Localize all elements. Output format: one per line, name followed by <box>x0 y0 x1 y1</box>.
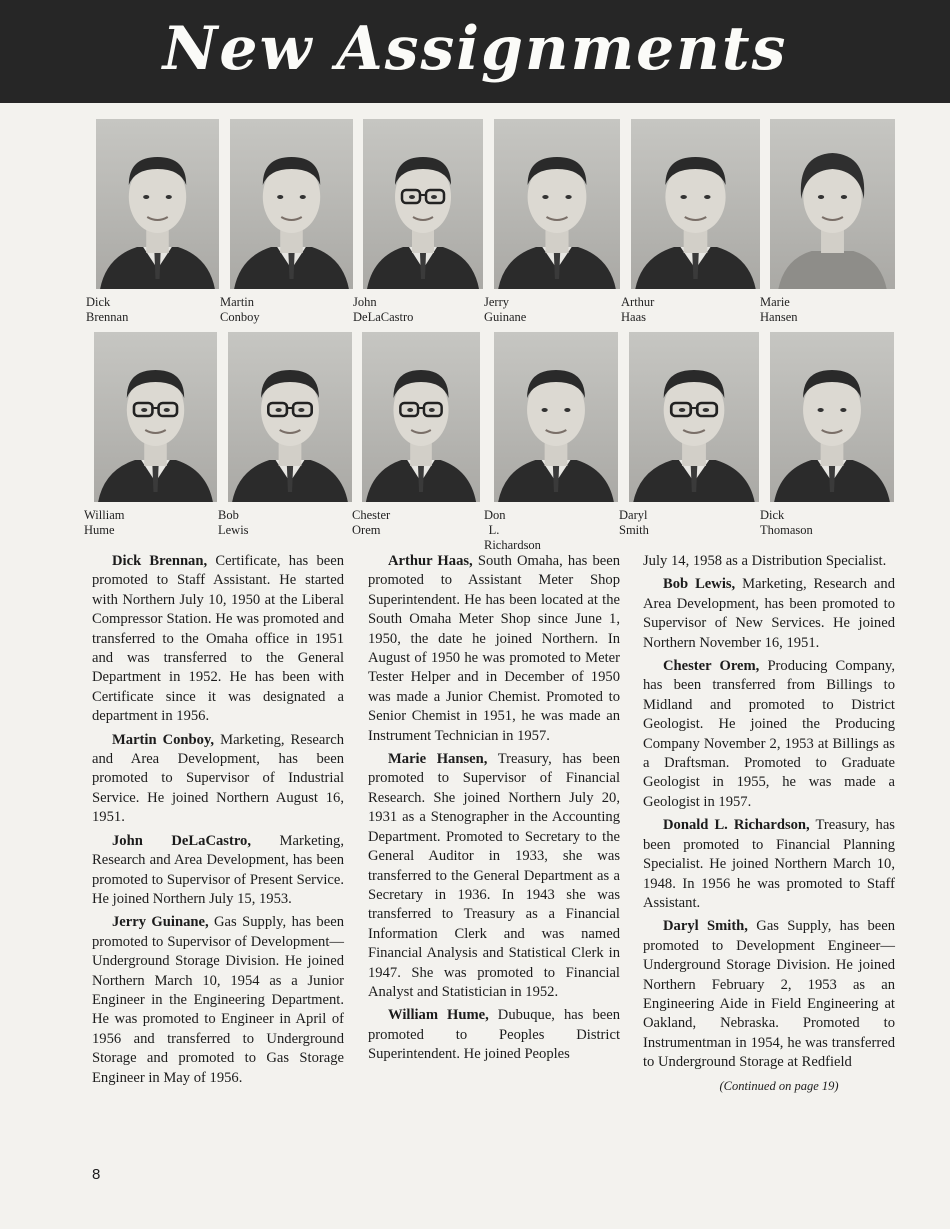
portrait-photo <box>494 332 618 502</box>
person-caption: Marie Hansen <box>760 295 798 324</box>
portrait-photo <box>94 332 217 502</box>
article-name: Daryl Smith, <box>663 918 748 935</box>
portrait-photo <box>494 119 620 289</box>
continued-note: (Continued on page 19) <box>719 1078 839 1093</box>
portrait-man-icon <box>494 332 618 502</box>
header-banner <box>0 0 950 103</box>
article-richardson <box>643 816 895 913</box>
person-caption: Don L. Richardson <box>484 508 541 552</box>
article-hansen <box>368 750 620 1002</box>
article-text: South Omaha, has been promoted to Assistant Meter Shop Superintendent. He has been located at the South Omaha Meter Shop since June 1, 1950, the date he joined Northern. In August of 1950 he was promoted to Meter Tester Helper and in December of 1950 was made a Junior Chemist. Promoted to Senior Chemist in 1951, he was made an Instrument Technician in 1957. <box>368 553 621 744</box>
article-name: Arthur Haas, <box>388 553 473 569</box>
person-caption: Daryl Smith <box>619 508 649 537</box>
portrait-man-icon <box>230 119 353 289</box>
article-haas <box>368 552 620 746</box>
person-caption: Arthur Haas <box>621 295 655 324</box>
portrait-man-glasses-icon <box>228 332 352 502</box>
text-column-2 <box>368 552 620 1069</box>
article-text: Dubuque, has been promoted to Peoples District Superintendent. He joined Peoples <box>368 1007 620 1063</box>
person-caption: Bob Lewis <box>218 508 249 537</box>
article-name: John DeLaCastro, <box>112 832 251 849</box>
article-name: Bob Lewis, <box>663 576 736 593</box>
page-title: New Assignments <box>162 14 788 84</box>
portrait-photo <box>96 119 219 289</box>
article-text: Gas Supply, has been promoted to Supervisor of Development—Underground Storage Division. He joined Northern March 10, 1954 as a Junior Engineer in the Engineering Department. He was promoted to Engineer in April of 1956 and transferred to Underground Storage and promoted to Gas Storage Engineer in May of 1956. <box>92 914 344 1086</box>
portrait-man-icon <box>96 119 219 289</box>
article-brennan <box>92 552 344 727</box>
portrait-man-glasses-icon <box>629 332 759 502</box>
article-name: Dick Brennan, <box>112 553 208 569</box>
portrait-photo <box>362 332 480 502</box>
article-name: Donald L. Richardson, <box>663 817 810 834</box>
portrait-photo <box>770 119 895 289</box>
portrait-man-icon <box>631 119 760 289</box>
article-conboy <box>92 731 344 828</box>
portrait-photo <box>770 332 894 502</box>
article-hume <box>368 1006 620 1064</box>
portrait-man-icon <box>494 119 620 289</box>
text-column-3 <box>643 552 895 1100</box>
article-text: Marketing, Research and Area Development, has been promoted to Supervisor of New Services. He joined Northern November 16, 1951. <box>643 576 895 651</box>
portrait-man-glasses-icon <box>94 332 217 502</box>
person-caption: William Hume <box>84 508 125 537</box>
article-name: Marie Hansen, <box>388 751 488 768</box>
article-hume-continued: July 14, 1958 as a Distribution Specialist. <box>643 553 887 569</box>
portrait-woman-icon <box>770 119 895 289</box>
article-smith <box>643 917 895 1072</box>
person-caption: Dick Brennan <box>86 295 129 324</box>
person-caption: Martin Conboy <box>220 295 260 324</box>
portrait-photo <box>228 332 352 502</box>
article-name: Jerry Guinane, <box>112 914 209 931</box>
article-name: Chester Orem, <box>663 658 760 675</box>
article-text: Treasury, has been promoted to Supervisor of Financial Research. She joined Northern July 20, 1931 as a Stenographer in the Accounting Department. Promoted to Secretary to the General Auditor in 1933, she was transferred to the General Department as a Secretary in 1936. In 1943 she was transferred to Treasury as a Financial Information Clerk and was named Financial Analysis and Statistical Clerk in 1947. She was promoted to Financial Analyst and Statistician in 1952. <box>368 751 621 1000</box>
portrait-photo <box>629 332 759 502</box>
person-caption: Dick Thomason <box>760 508 813 537</box>
article-name: Martin Conboy, <box>112 731 215 748</box>
portrait-man-icon <box>770 332 894 502</box>
portrait-photo <box>230 119 353 289</box>
article-text: Gas Supply, has been promoted to Development Engineer—Underground Storage Division. He joined Northern February 2, 1953 as an Engineering Aide in Field Engineering at Oakland, Nebraska. Promoted to Instrumentman in 1954, he was transferred to Underground Storage at Redfield <box>643 918 896 1071</box>
article-guinane <box>92 913 344 1088</box>
article-text: Marketing, Research and Area Development, has been promoted to Supervisor of Present Service. He joined Northern July 15, 1953. <box>92 832 344 907</box>
portrait-photo <box>363 119 483 289</box>
article-delacastro <box>92 832 344 910</box>
article-text: Treasury, has been promoted to Financial Planning Specialist. He joined Northern March 10, 1948. In 1956 he was promoted to Staff Assistant. <box>643 817 895 911</box>
portrait-photo <box>631 119 760 289</box>
person-caption: Chester Orem <box>352 508 391 537</box>
page-number: 8 <box>92 1166 101 1183</box>
person-caption: John DeLaCastro <box>353 295 414 324</box>
person-caption: Jerry Guinane <box>484 295 527 324</box>
text-column-1 <box>92 552 344 1092</box>
article-text: Certificate, has been promoted to Staff Assistant. He started with Northern July 10, 1950 at the Liberal Compressor Station. He was promoted and transferred to the Omaha office in 1951 and was transferred to the General Department in 1952. He has been with Certificate since it was designated a department in 1956. <box>92 553 344 725</box>
article-text: Producing Company, has been transferred from Billings to Midland and promoted to District Geologist. He joined the Producing Company November 2, 1953 at Billings as a Draftsman. Promoted to Graduate Geologist in 1955, he was made a Geologist in 1957. <box>643 658 895 810</box>
article-orem <box>643 657 895 812</box>
article-text: Marketing, Research and Area Development, has been promoted to Supervisor of Industrial Service. He joined Northern August 16, 1951. <box>92 731 345 826</box>
portrait-man-glasses-icon <box>362 332 480 502</box>
portrait-man-glasses-icon <box>363 119 483 289</box>
article-name: William Hume, <box>388 1007 489 1024</box>
article-lewis <box>643 575 895 653</box>
